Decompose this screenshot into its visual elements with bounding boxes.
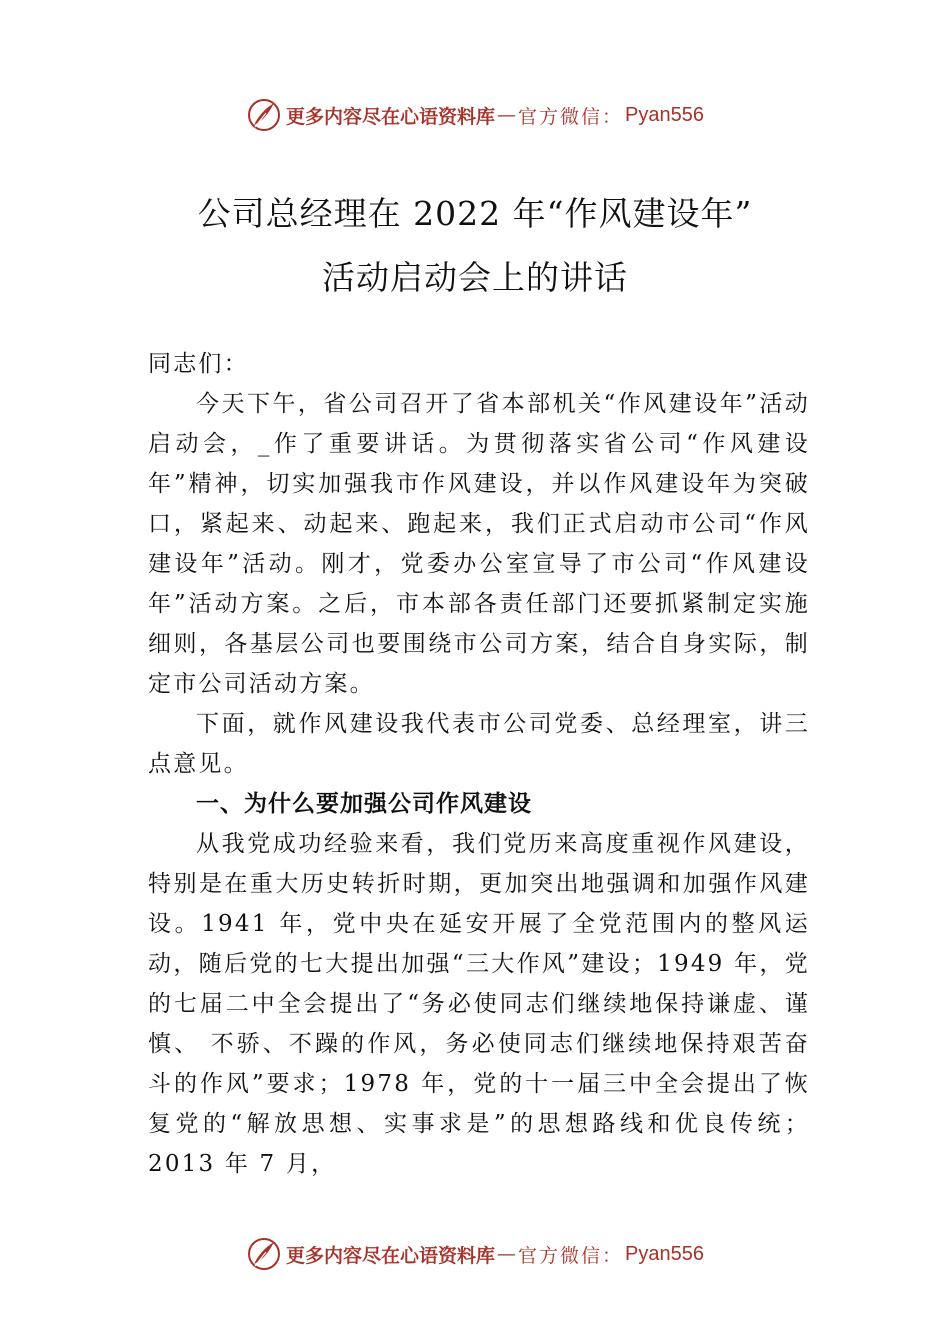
salutation: 同志们： [148, 351, 249, 377]
feather-pen-logo-icon [246, 97, 282, 133]
section-heading-1: 一、为什么要加强公司作风建设 [196, 791, 532, 817]
document-title-line1: 公司总经理在 2022 年“作风建设年” [197, 194, 753, 233]
wechat-label: 官方微信： [518, 105, 624, 128]
feather-pen-logo-icon [246, 1236, 282, 1272]
wechat-label: 官方微信： [518, 1244, 624, 1267]
wechat-id: Pyan556 [625, 1242, 704, 1265]
banner-dash: — [497, 104, 517, 126]
document-body [148, 344, 810, 1184]
site-name: 更多内容尽在心语资料库 [286, 105, 496, 128]
site-name: 更多内容尽在心语资料库 [286, 1244, 496, 1267]
paragraph-3: 从我党成功经验来看，我们党历来高度重视作风建设，特别是在重大历史转折时期，更加突出地强调和加强作风建设。1941 年，党中央在延安开展了全党范围内的整风运动，随后党的七大提出加强“三大作风”建设；1949 年，党的七届二中全会提出了“务必使同志们继续地保持谦虚、谨慎、 不骄、不躁的作风，务必使同志们继续地保持艰苦奋斗的作风”要求；1978 年，党的十一届三中全会提出了恢复党的“解放思想、实事求是”的思想路线和优良传统；2013 年 7 月， [148, 831, 810, 1177]
footer-watermark [0, 1234, 950, 1274]
banner-dash: — [497, 1243, 517, 1265]
paragraph-2: 下面，就作风建设我代表市公司党委、总经理室，讲三点意见。 [148, 711, 810, 777]
header-watermark [0, 95, 950, 135]
wechat-id: Pyan556 [625, 103, 704, 126]
paragraph-1: 今天下午，省公司召开了省本部机关“作风建设年”活动启动会，_作了重要讲话。为贯彻落实省公司“作风建设年”精神，切实加强我市作风建设，并以作风建设年为突破口，紧起来、动起来、跑起来，我们正式启动市公司“作风建设年”活动。刚才，党委办公室宣导了市公司“作风建设年”活动方案。之后，市本部各责任部门还要抓紧制定实施细则，各基层公司也要围绕市公司方案，结合自身实际，制定市公司活动方案。 [148, 391, 810, 697]
document-title-line2: 活动启动会上的讲话 [322, 258, 628, 297]
